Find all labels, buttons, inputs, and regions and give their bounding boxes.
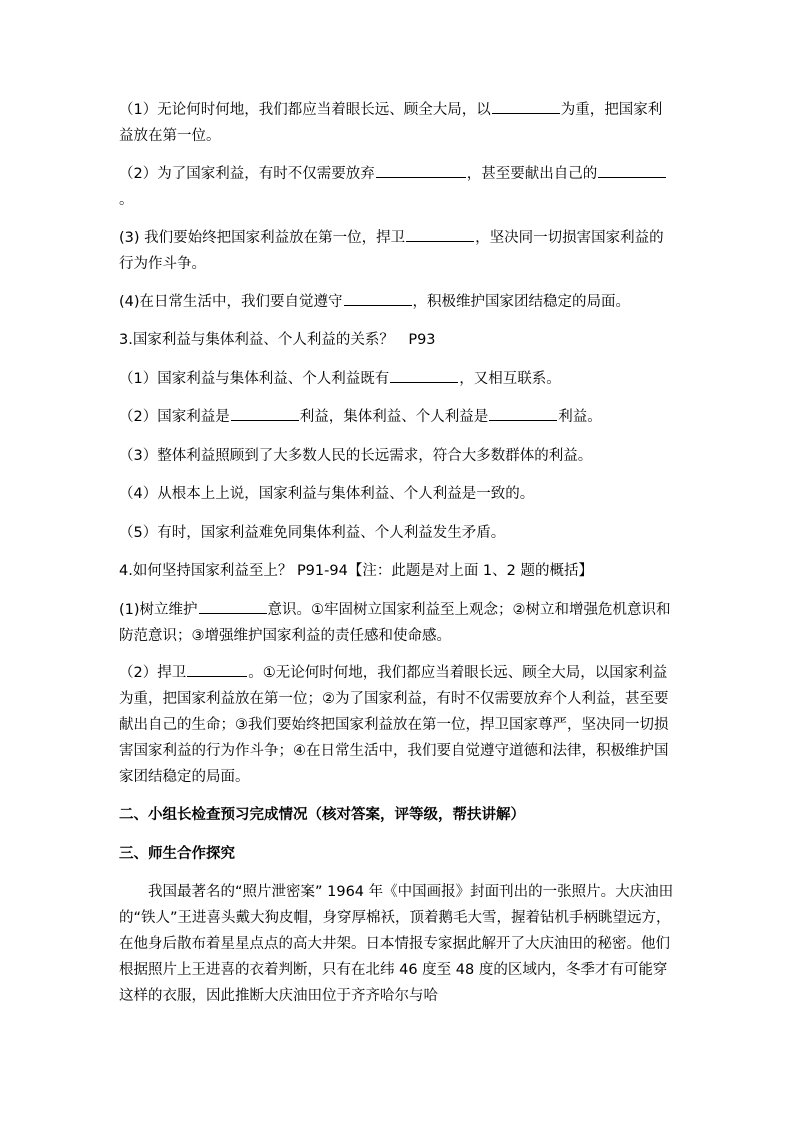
item-3-text-b: ，坚决同一切损害国家利益的行为作斗争。 [119, 230, 664, 272]
q3-answer-3: （3）整体利益照顾到了大多数人民的长远需求，符合大多数群体的利益。 [119, 448, 593, 464]
section-2-heading: 二、小组长检查预习完成情况（核对答案，评等级，帮扶讲解） [119, 807, 525, 823]
item-2-text-c: 。 [119, 192, 134, 208]
item-1 [119, 97, 675, 149]
item-4 [119, 289, 675, 315]
q3-answer-5: （5）有时，国家利益难免同集体利益、个人利益发生矛盾。 [119, 525, 506, 541]
item-2 [119, 161, 675, 213]
question-3-title: 3.国家利益与集体利益、个人利益的关系？ P93 [119, 332, 436, 348]
q4-b2-text-a: （2）捍卫 [119, 665, 187, 681]
item-1-text-a: （1）无论何时何地，我们都应当着眼长远、顾全大局，以 [119, 102, 491, 118]
story-paragraph: 我国最著名的“照片泄密案” 1964 年《中国画报》封面刊出的一张照片。大庆油田的“铁人”王进喜头戴大狗皮帽，身穿厚棉袄，顶着鹅毛大雪，握着钻机手柄眺望远方，在他身后散布着星星点点的高大井架。日本情报专家据此解开了大庆油田的秘密。他们根据照片上王进喜的衣着判断，只有在北纬 46 度至 48 度的区域内，冬季才有可能穿这样的衣服，因此推断大庆油田位于齐齐哈尔与哈 [119, 884, 674, 1004]
item-3 [119, 225, 675, 277]
q4-answer-1 [119, 597, 675, 649]
answer-blank[interactable] [489, 404, 557, 421]
answer-blank[interactable] [376, 161, 466, 178]
answer-blank[interactable] [598, 161, 666, 178]
answer-blank[interactable] [199, 597, 267, 614]
q3-answer-4: （4）从根本上上说，国家利益与集体利益、个人利益是一致的。 [119, 486, 535, 502]
item-4-text-a: (4)在日常生活中，我们要自觉遵守 [119, 294, 343, 310]
q3-a1-text-a: （1）国家利益与集体利益、个人利益既有 [119, 371, 390, 387]
answer-blank[interactable] [344, 289, 412, 306]
item-2-text-a: （2）为了国家利益，有时不仅需要放弃 [119, 166, 375, 182]
answer-blank[interactable] [406, 225, 474, 242]
q4-b2-text-b: 。①无论何时何地，我们都应当着眼长远、顾全大局，以国家利益为重，把国家利益放在第一位；②为了国家利益，有时不仅需要放弃个人利益，甚至要献出自己的生命；③我们要始终把国家利益放在第一位，捍卫国家尊严，坚决同一切损害国家利益的行为作斗争；④在日常生活中，我们要自觉遵守道德和法律，积极维护国家团结稳定的局面。 [119, 665, 669, 785]
q3-answer-2 [119, 404, 675, 430]
q4-b1-text-b: 意识。①牢固树立国家利益至上观念；②树立和增强危机意识和防范意识；③增强维护国家利益的责任感和使命感。 [119, 602, 671, 644]
item-3-text-a: (3) 我们要始终把国家利益放在第一位，捍卫 [119, 230, 406, 246]
q3-a2-text-c: 利益。 [558, 409, 602, 425]
q4-answer-2 [119, 660, 675, 790]
question-4-title: 4.如何坚持国家利益至上？ P91-94【注：此题是对上面 1、2 题的概括】 [119, 563, 593, 579]
answer-blank[interactable] [187, 660, 247, 677]
q3-a2-text-a: （2）国家利益是 [119, 409, 230, 425]
section-3-heading: 三、师生合作探究 [119, 846, 235, 862]
item-1-text-b: 为重，把国家利益放在第一位。 [119, 102, 663, 144]
q3-a1-text-b: ，又相互联系。 [459, 371, 561, 387]
q3-a2-text-b: 利益，集体利益、个人利益是 [299, 409, 489, 425]
q3-answer-1 [119, 366, 675, 392]
answer-blank[interactable] [231, 404, 299, 421]
q4-b1-text-a: (1)树立维护 [119, 602, 198, 618]
answer-blank[interactable] [492, 97, 560, 114]
item-4-text-b: ，积极维护国家团结稳定的局面。 [412, 294, 631, 310]
item-2-text-b: ，甚至要献出自己的 [466, 166, 598, 182]
answer-blank[interactable] [390, 366, 458, 383]
